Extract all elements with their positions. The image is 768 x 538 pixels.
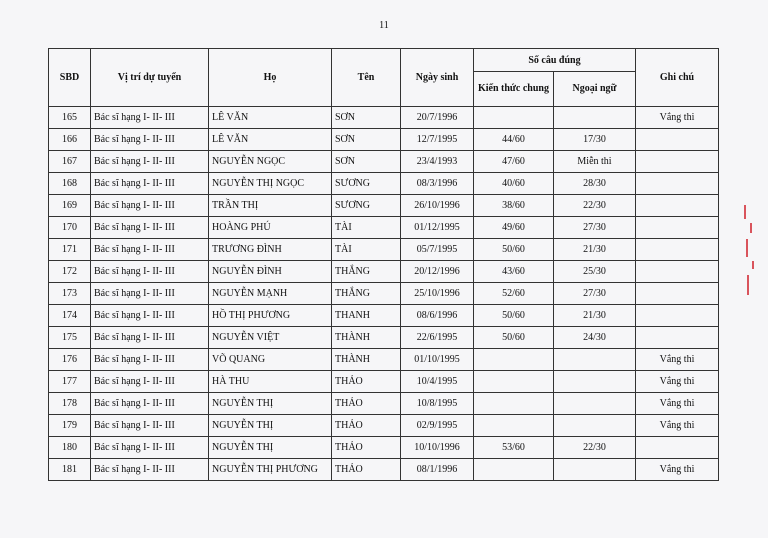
cell-ho: NGUYỄN THỊ PHƯƠNG: [209, 459, 332, 481]
cell-sbd: 168: [49, 173, 91, 195]
cell-general-score: 43/60: [474, 261, 554, 283]
cell-ho: NGUYỄN VIỆT: [209, 327, 332, 349]
cell-general-score: 38/60: [474, 195, 554, 217]
cell-dob: 10/10/1996: [401, 437, 474, 459]
cell-ho: LÊ VĂN: [209, 129, 332, 151]
cell-general-score: [474, 371, 554, 393]
cell-sbd: 179: [49, 415, 91, 437]
cell-dob: 08/1/1996: [401, 459, 474, 481]
cell-language-score: 21/30: [554, 305, 636, 327]
cell-ten: SƯƠNG: [332, 173, 401, 195]
cell-dob: 26/10/1996: [401, 195, 474, 217]
cell-ho: TRẦN THỊ: [209, 195, 332, 217]
cell-sbd: 180: [49, 437, 91, 459]
cell-language-score: [554, 107, 636, 129]
table-row: [49, 151, 719, 173]
cell-general-score: 53/60: [474, 437, 554, 459]
cell-note: [636, 151, 719, 173]
header-dob: Ngày sinh: [401, 49, 474, 107]
cell-dob: 02/9/1995: [401, 415, 474, 437]
cell-language-score: [554, 349, 636, 371]
cell-language-score: 25/30: [554, 261, 636, 283]
cell-position: Bác sĩ hạng I- II- III: [91, 349, 209, 371]
cell-language-score: [554, 393, 636, 415]
results-table: [48, 48, 719, 481]
cell-ho: HOÀNG PHÚ: [209, 217, 332, 239]
cell-general-score: 50/60: [474, 239, 554, 261]
cell-sbd: 175: [49, 327, 91, 349]
cell-ho: NGUYỄN ĐÌNH: [209, 261, 332, 283]
table-row: [49, 459, 719, 481]
cell-language-score: 22/30: [554, 195, 636, 217]
cell-position: Bác sĩ hạng I- II- III: [91, 173, 209, 195]
cell-note: [636, 217, 719, 239]
cell-note: Vắng thi: [636, 459, 719, 481]
cell-ho: NGUYỄN THỊ: [209, 437, 332, 459]
header-ten: Tên: [332, 49, 401, 107]
cell-general-score: 47/60: [474, 151, 554, 173]
table-row: [49, 217, 719, 239]
cell-dob: 12/7/1995: [401, 129, 474, 151]
table-row: [49, 415, 719, 437]
cell-ten: THẮNG: [332, 261, 401, 283]
cell-note: Vắng thi: [636, 349, 719, 371]
cell-note: Vắng thi: [636, 393, 719, 415]
cell-language-score: 21/30: [554, 239, 636, 261]
cell-ho: TRƯƠNG ĐÌNH: [209, 239, 332, 261]
cell-position: Bác sĩ hạng I- II- III: [91, 415, 209, 437]
cell-language-score: [554, 459, 636, 481]
cell-language-score: 27/30: [554, 217, 636, 239]
cell-ten: THẢO: [332, 437, 401, 459]
cell-position: Bác sĩ hạng I- II- III: [91, 305, 209, 327]
cell-sbd: 172: [49, 261, 91, 283]
cell-position: Bác sĩ hạng I- II- III: [91, 107, 209, 129]
cell-ho: NGUYỄN NGỌC: [209, 151, 332, 173]
cell-sbd: 167: [49, 151, 91, 173]
cell-ten: THẢO: [332, 415, 401, 437]
cell-position: Bác sĩ hạng I- II- III: [91, 283, 209, 305]
cell-position: Bác sĩ hạng I- II- III: [91, 151, 209, 173]
cell-sbd: 174: [49, 305, 91, 327]
cell-sbd: 171: [49, 239, 91, 261]
cell-general-score: 50/60: [474, 327, 554, 349]
cell-ten: THẢO: [332, 459, 401, 481]
cell-position: Bác sĩ hạng I- II- III: [91, 327, 209, 349]
cell-ten: THẢO: [332, 393, 401, 415]
cell-dob: 10/4/1995: [401, 371, 474, 393]
cell-dob: 08/3/1996: [401, 173, 474, 195]
cell-ten: SƯƠNG: [332, 195, 401, 217]
cell-general-score: 40/60: [474, 173, 554, 195]
page-number: 11: [379, 20, 389, 31]
cell-position: Bác sĩ hạng I- II- III: [91, 195, 209, 217]
cell-note: [636, 239, 719, 261]
header-ho: Họ: [209, 49, 332, 107]
cell-note: [636, 129, 719, 151]
cell-dob: 01/12/1995: [401, 217, 474, 239]
cell-dob: 20/7/1996: [401, 107, 474, 129]
table-row: [49, 173, 719, 195]
cell-general-score: 49/60: [474, 217, 554, 239]
table-row: [49, 393, 719, 415]
header-position: Vị trí dự tuyển: [91, 49, 209, 107]
cell-general-score: [474, 349, 554, 371]
cell-ho: HỒ THỊ PHƯƠNG: [209, 305, 332, 327]
cell-position: Bác sĩ hạng I- II- III: [91, 239, 209, 261]
header-sbd: SBD: [49, 49, 91, 107]
cell-ho: HÀ THU: [209, 371, 332, 393]
cell-note: [636, 195, 719, 217]
cell-sbd: 170: [49, 217, 91, 239]
cell-ten: SƠN: [332, 129, 401, 151]
cell-dob: 25/10/1996: [401, 283, 474, 305]
cell-note: Vắng thi: [636, 107, 719, 129]
cell-general-score: [474, 107, 554, 129]
cell-general-score: [474, 393, 554, 415]
header-correct: Số câu đúng: [474, 49, 636, 72]
cell-ho: NGUYỄN THỊ: [209, 393, 332, 415]
cell-ten: SƠN: [332, 151, 401, 173]
cell-ho: NGUYỄN THỊ: [209, 415, 332, 437]
cell-language-score: 24/30: [554, 327, 636, 349]
cell-general-score: [474, 459, 554, 481]
table-row: [49, 107, 719, 129]
cell-ten: SƠN: [332, 107, 401, 129]
cell-sbd: 166: [49, 129, 91, 151]
cell-position: Bác sĩ hạng I- II- III: [91, 371, 209, 393]
cell-general-score: 52/60: [474, 283, 554, 305]
cell-sbd: 177: [49, 371, 91, 393]
cell-ho: NGUYỄN MẠNH: [209, 283, 332, 305]
cell-dob: 22/6/1995: [401, 327, 474, 349]
cell-language-score: Miễn thi: [554, 151, 636, 173]
table-row: [49, 305, 719, 327]
cell-dob: 05/7/1995: [401, 239, 474, 261]
cell-sbd: 176: [49, 349, 91, 371]
cell-language-score: 27/30: [554, 283, 636, 305]
cell-sbd: 173: [49, 283, 91, 305]
cell-ho: NGUYỄN THỊ NGỌC: [209, 173, 332, 195]
cell-ten: THẢO: [332, 371, 401, 393]
cell-dob: 20/12/1996: [401, 261, 474, 283]
cell-general-score: 44/60: [474, 129, 554, 151]
cell-ho: LÊ VĂN: [209, 107, 332, 129]
side-stamp-marks: [742, 205, 758, 305]
cell-position: Bác sĩ hạng I- II- III: [91, 437, 209, 459]
cell-sbd: 165: [49, 107, 91, 129]
cell-ten: TÀI: [332, 217, 401, 239]
cell-note: [636, 437, 719, 459]
table-header: [49, 49, 719, 107]
cell-sbd: 181: [49, 459, 91, 481]
cell-language-score: [554, 371, 636, 393]
cell-sbd: 178: [49, 393, 91, 415]
table-row: [49, 349, 719, 371]
cell-note: Vắng thi: [636, 371, 719, 393]
cell-note: [636, 261, 719, 283]
cell-ten: THẮNG: [332, 283, 401, 305]
header-note: Ghi chú: [636, 49, 719, 107]
cell-dob: 01/10/1995: [401, 349, 474, 371]
table-row: [49, 239, 719, 261]
cell-note: [636, 327, 719, 349]
table-row: [49, 261, 719, 283]
table-row: [49, 437, 719, 459]
table-row: [49, 283, 719, 305]
cell-dob: 08/6/1996: [401, 305, 474, 327]
cell-position: Bác sĩ hạng I- II- III: [91, 459, 209, 481]
cell-position: Bác sĩ hạng I- II- III: [91, 217, 209, 239]
header-language: Ngoại ngữ: [554, 72, 636, 107]
cell-ten: THÀNH: [332, 349, 401, 371]
table-body: [49, 107, 719, 481]
cell-position: Bác sĩ hạng I- II- III: [91, 393, 209, 415]
cell-ten: THANH: [332, 305, 401, 327]
cell-note: [636, 283, 719, 305]
cell-position: Bác sĩ hạng I- II- III: [91, 129, 209, 151]
table-row: [49, 327, 719, 349]
table-row: [49, 129, 719, 151]
cell-note: [636, 173, 719, 195]
cell-language-score: 28/30: [554, 173, 636, 195]
cell-language-score: 17/30: [554, 129, 636, 151]
cell-language-score: 22/30: [554, 437, 636, 459]
cell-general-score: 50/60: [474, 305, 554, 327]
cell-language-score: [554, 415, 636, 437]
cell-dob: 10/8/1995: [401, 393, 474, 415]
table-row: [49, 371, 719, 393]
cell-ten: THÀNH: [332, 327, 401, 349]
header-general: Kiến thức chung: [474, 72, 554, 107]
cell-sbd: 169: [49, 195, 91, 217]
cell-ten: TÀI: [332, 239, 401, 261]
cell-position: Bác sĩ hạng I- II- III: [91, 261, 209, 283]
cell-general-score: [474, 415, 554, 437]
cell-ho: VÕ QUANG: [209, 349, 332, 371]
cell-dob: 23/4/1993: [401, 151, 474, 173]
cell-note: Vắng thi: [636, 415, 719, 437]
table-row: [49, 195, 719, 217]
cell-note: [636, 305, 719, 327]
